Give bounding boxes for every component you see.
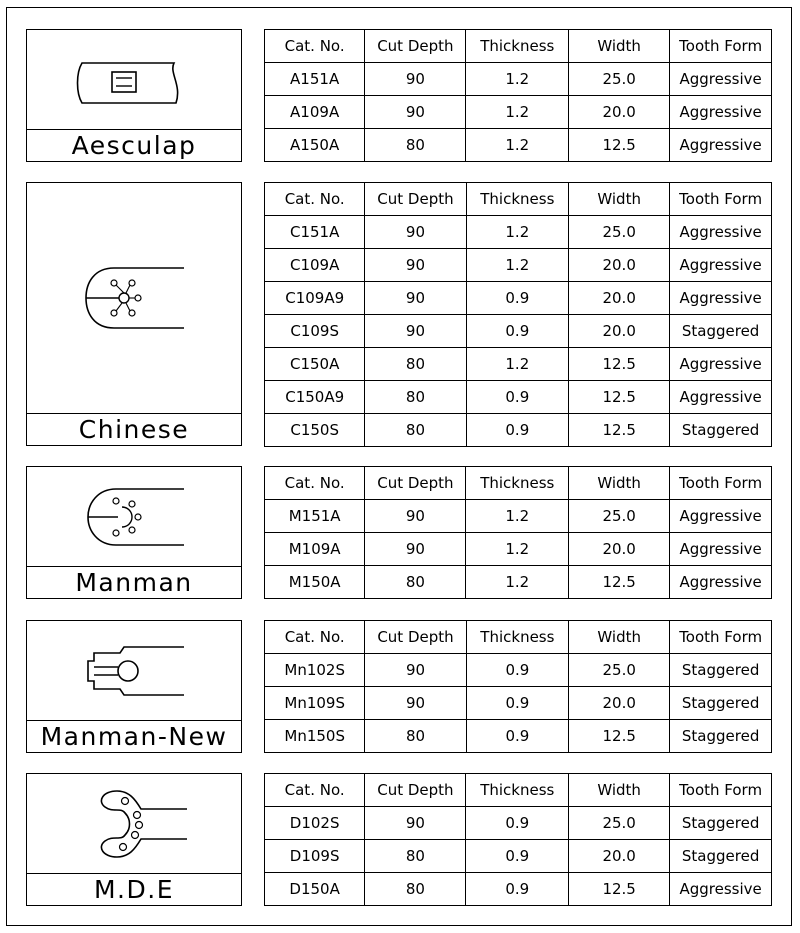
cell-cut-depth: 80 — [365, 720, 466, 753]
cell-cat-no: A150A — [265, 129, 365, 162]
cell-width: 12.5 — [569, 348, 670, 381]
cell-cat-no: C109A — [265, 249, 365, 282]
cell-width: 20.0 — [569, 315, 670, 348]
cell-cut-depth: 80 — [365, 129, 466, 162]
cell-cat-no: C150A9 — [265, 381, 365, 414]
cell-tooth-form: Aggressive — [670, 129, 772, 162]
table-row — [265, 282, 772, 315]
blade-image-box — [26, 620, 242, 753]
cell-cut-depth: 90 — [365, 500, 466, 533]
header-cut-depth: Cut Depth — [365, 774, 466, 807]
cell-cat-no: A109A — [265, 96, 365, 129]
cell-tooth-form: Aggressive — [670, 381, 772, 414]
cell-tooth-form: Aggressive — [670, 500, 772, 533]
header-tooth-form: Tooth Form — [670, 621, 772, 654]
header-cat-no: Cat. No. — [265, 621, 365, 654]
brand-label: Manman — [27, 566, 241, 598]
cell-cut-depth: 90 — [365, 315, 466, 348]
cell-cut-depth: 80 — [365, 873, 466, 906]
header-tooth-form: Tooth Form — [670, 183, 772, 216]
cell-tooth-form: Aggressive — [670, 873, 772, 906]
cell-tooth-form: Aggressive — [670, 96, 772, 129]
cell-width: 25.0 — [569, 63, 670, 96]
cell-cat-no: M109A — [265, 533, 365, 566]
cell-thickness: 1.2 — [466, 63, 569, 96]
cell-cat-no: D102S — [265, 807, 365, 840]
cell-cut-depth: 90 — [365, 282, 466, 315]
cell-thickness: 0.9 — [466, 873, 569, 906]
cell-cut-depth: 80 — [365, 840, 466, 873]
cell-cut-depth: 80 — [365, 566, 466, 599]
header-width: Width — [569, 183, 670, 216]
table-row — [265, 566, 772, 599]
table-row — [265, 348, 772, 381]
cell-width: 20.0 — [569, 687, 670, 720]
aesculap-blade-icon — [27, 30, 241, 129]
header-tooth-form: Tooth Form — [670, 467, 772, 500]
cell-cat-no: M150A — [265, 566, 365, 599]
cell-cut-depth: 90 — [365, 63, 466, 96]
table-row — [265, 315, 772, 348]
cell-thickness: 1.2 — [466, 249, 569, 282]
table-row — [265, 500, 772, 533]
cell-thickness: 1.2 — [466, 96, 569, 129]
header-cat-no: Cat. No. — [265, 774, 365, 807]
brand-label: Chinese — [27, 413, 241, 445]
header-tooth-form: Tooth Form — [670, 30, 772, 63]
cell-cut-depth: 90 — [365, 533, 466, 566]
header-thickness: Thickness — [466, 467, 569, 500]
header-thickness: Thickness — [466, 774, 569, 807]
cell-cat-no: C109A9 — [265, 282, 365, 315]
manman-blade-icon — [27, 467, 241, 566]
header-cut-depth: Cut Depth — [365, 183, 466, 216]
cell-cat-no: C150A — [265, 348, 365, 381]
cell-cut-depth: 80 — [365, 381, 466, 414]
cell-width: 12.5 — [569, 381, 670, 414]
chinese-blade-icon — [27, 183, 241, 413]
cell-cut-depth: 90 — [365, 807, 466, 840]
cell-cut-depth: 90 — [365, 96, 466, 129]
cell-cat-no: M151A — [265, 500, 365, 533]
cell-tooth-form: Aggressive — [670, 63, 772, 96]
cell-width: 12.5 — [569, 566, 670, 599]
header-width: Width — [569, 621, 670, 654]
blade-image-box — [26, 29, 242, 162]
cell-cut-depth: 90 — [365, 249, 466, 282]
cell-tooth-form: Staggered — [670, 654, 772, 687]
cell-thickness: 0.9 — [466, 381, 569, 414]
spec-table — [264, 29, 772, 162]
cell-thickness: 1.2 — [466, 216, 569, 249]
table-row — [265, 873, 772, 906]
spec-table — [264, 620, 772, 753]
cell-tooth-form: Aggressive — [670, 249, 772, 282]
table-row — [265, 414, 772, 447]
cell-tooth-form: Staggered — [670, 414, 772, 447]
cell-cut-depth: 90 — [365, 687, 466, 720]
cell-tooth-form: Aggressive — [670, 348, 772, 381]
table-header-row — [265, 774, 772, 807]
cell-cut-depth: 80 — [365, 414, 466, 447]
brand-label: M.D.E — [27, 873, 241, 905]
table-row — [265, 720, 772, 753]
table-header-row — [265, 621, 772, 654]
cell-tooth-form: Aggressive — [670, 533, 772, 566]
cell-width: 20.0 — [569, 840, 670, 873]
table-row — [265, 63, 772, 96]
cell-cat-no: C151A — [265, 216, 365, 249]
cell-cut-depth: 90 — [365, 216, 466, 249]
header-width: Width — [569, 774, 670, 807]
cell-tooth-form: Staggered — [670, 840, 772, 873]
table-row — [265, 249, 772, 282]
cell-width: 25.0 — [569, 654, 670, 687]
cell-width: 20.0 — [569, 96, 670, 129]
header-thickness: Thickness — [466, 30, 569, 63]
header-thickness: Thickness — [466, 183, 569, 216]
cell-width: 12.5 — [569, 414, 670, 447]
cell-cat-no: A151A — [265, 63, 365, 96]
spec-table — [264, 182, 772, 447]
table-row — [265, 129, 772, 162]
cell-tooth-form: Aggressive — [670, 282, 772, 315]
cell-width: 20.0 — [569, 249, 670, 282]
cell-width: 12.5 — [569, 720, 670, 753]
table-row — [265, 216, 772, 249]
cell-cat-no: Mn109S — [265, 687, 365, 720]
cell-thickness: 1.2 — [466, 348, 569, 381]
table-row — [265, 96, 772, 129]
cell-cat-no: D109S — [265, 840, 365, 873]
cell-thickness: 1.2 — [466, 533, 569, 566]
cell-width: 20.0 — [569, 282, 670, 315]
cell-cut-depth: 80 — [365, 348, 466, 381]
header-width: Width — [569, 467, 670, 500]
manman-new-blade-icon — [27, 621, 241, 720]
table-header-row — [265, 467, 772, 500]
cell-thickness: 0.9 — [466, 315, 569, 348]
blade-image-box — [26, 773, 242, 906]
header-width: Width — [569, 30, 670, 63]
cell-width: 12.5 — [569, 129, 670, 162]
brand-label: Manman-New — [27, 720, 241, 752]
table-row — [265, 687, 772, 720]
spec-table — [264, 773, 772, 906]
cell-cat-no: C150S — [265, 414, 365, 447]
header-thickness: Thickness — [466, 621, 569, 654]
cell-thickness: 0.9 — [466, 720, 569, 753]
cell-thickness: 1.2 — [466, 129, 569, 162]
cell-tooth-form: Staggered — [670, 315, 772, 348]
cell-width: 25.0 — [569, 807, 670, 840]
blade-image-box — [26, 182, 242, 446]
cell-width: 25.0 — [569, 216, 670, 249]
cell-thickness: 1.2 — [466, 566, 569, 599]
cell-tooth-form: Aggressive — [670, 566, 772, 599]
cell-tooth-form: Staggered — [670, 807, 772, 840]
cell-tooth-form: Staggered — [670, 687, 772, 720]
cell-thickness: 0.9 — [466, 282, 569, 315]
table-row — [265, 807, 772, 840]
brand-label: Aesculap — [27, 129, 241, 161]
cell-width: 25.0 — [569, 500, 670, 533]
header-cut-depth: Cut Depth — [365, 30, 466, 63]
cell-thickness: 0.9 — [466, 807, 569, 840]
table-row — [265, 381, 772, 414]
cell-thickness: 0.9 — [466, 687, 569, 720]
blade-image-box — [26, 466, 242, 599]
cell-cat-no: Mn150S — [265, 720, 365, 753]
mde-blade-icon — [27, 774, 241, 873]
cell-thickness: 0.9 — [466, 414, 569, 447]
table-row — [265, 840, 772, 873]
header-cut-depth: Cut Depth — [365, 621, 466, 654]
cell-tooth-form: Staggered — [670, 720, 772, 753]
header-cat-no: Cat. No. — [265, 467, 365, 500]
cell-cat-no: Mn102S — [265, 654, 365, 687]
cell-thickness: 0.9 — [466, 654, 569, 687]
spec-table — [264, 466, 772, 599]
cell-cut-depth: 90 — [365, 654, 466, 687]
cell-cat-no: C109S — [265, 315, 365, 348]
cell-width: 20.0 — [569, 533, 670, 566]
header-cat-no: Cat. No. — [265, 183, 365, 216]
table-row — [265, 654, 772, 687]
cell-thickness: 0.9 — [466, 840, 569, 873]
header-cat-no: Cat. No. — [265, 30, 365, 63]
table-header-row — [265, 183, 772, 216]
header-tooth-form: Tooth Form — [670, 774, 772, 807]
table-row — [265, 533, 772, 566]
header-cut-depth: Cut Depth — [365, 467, 466, 500]
cell-width: 12.5 — [569, 873, 670, 906]
cell-thickness: 1.2 — [466, 500, 569, 533]
cell-cat-no: D150A — [265, 873, 365, 906]
cell-tooth-form: Aggressive — [670, 216, 772, 249]
table-header-row — [265, 30, 772, 63]
